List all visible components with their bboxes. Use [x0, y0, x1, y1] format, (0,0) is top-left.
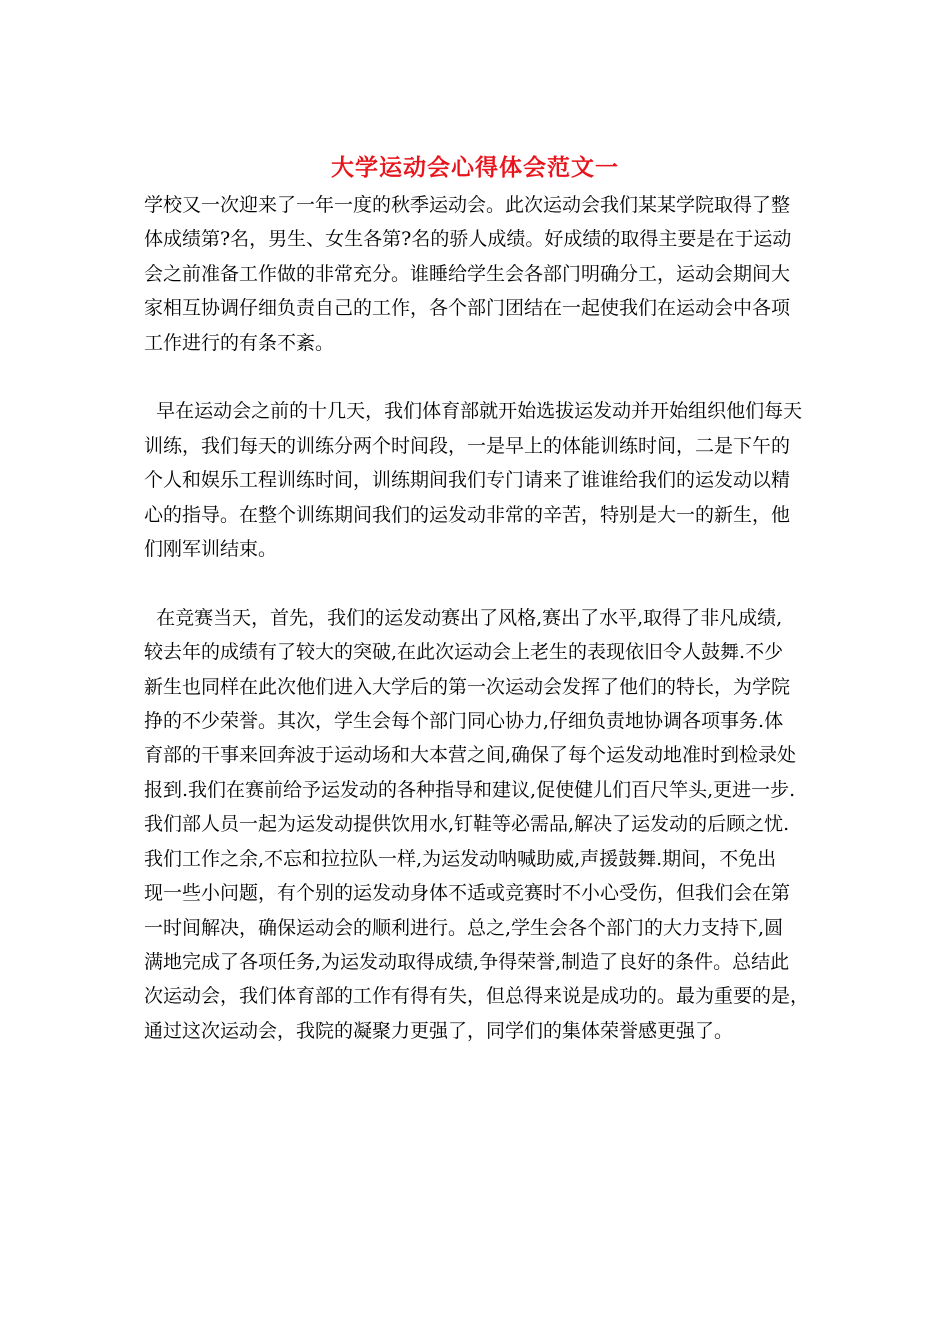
- paragraph-gap: [144, 360, 812, 394]
- paragraph-gap: [144, 566, 812, 600]
- paragraph-1: [144, 188, 812, 360]
- paragraph-line: 在竞赛当天，首先，我们的运发动赛出了风格,赛出了水平,取得了非凡成绩,: [144, 606, 783, 629]
- paragraph-line: 次运动会，我们体育部的工作有得有失，但总得来说是成功的。最为重要的是，: [144, 985, 810, 1008]
- paragraph-line: 新生也同样在此次他们进入大学后的第一次运动会发挥了他们的特长，为学院: [144, 675, 791, 698]
- paragraph-line: 训练，我们每天的训练分两个时间段，一是早上的体能训练时间，二是下午的: [144, 434, 791, 457]
- paragraph-line: 会之前准备工作做的非常充分。谁睡给学生会各部门明确分工，运动会期间大: [144, 262, 791, 285]
- paragraph-line: 通过这次运动会，我院的凝聚力更强了，同学们的集体荣誉感更强了。: [144, 1019, 734, 1042]
- paragraph-3: [144, 601, 812, 1048]
- paragraph-line: 学校又一次迎来了一年一度的秋季运动会。此次运动会我们某某学院取得了整: [144, 194, 791, 216]
- paragraph-line: 我们工作之余,不忘和拉拉队一样,为运发动呐喊助威,声援鼓舞.期间，不免出: [144, 847, 777, 870]
- document-title: 大学运动会心得体会范文一: [331, 154, 619, 181]
- paragraph-2: [144, 394, 812, 566]
- paragraph-line: 心的指导。在整个训练期间我们的运发动非常的辛苦，特别是大一的新生，他: [144, 503, 791, 526]
- paragraph-line: 们刚军训结束。: [144, 538, 278, 561]
- paragraph-line: 我们部人员一起为运发动提供饮用水,钉鞋等必需品,解决了运发动的后顾之忧.: [144, 813, 790, 836]
- paragraph-line: 报到.我们在赛前给予运发动的各种指导和建议,促使健儿们百尺竿头,更进一步.: [144, 778, 796, 801]
- paragraph-line: 较去年的成绩有了较大的突破,在此次运动会上老生的表现依旧令人鼓舞.不少: [144, 641, 784, 664]
- paragraph-line: 个人和娱乐工程训练时间，训练期间我们专门请来了谁谁给我们的运发动以精: [144, 469, 791, 492]
- paragraph-line: 体成绩第?名，男生、女生各第?名的骄人成绩。好成绩的取得主要是在于运动: [144, 228, 792, 251]
- document-body: [144, 188, 812, 1048]
- paragraph-line: 一时间解决，确保运动会的顺利进行。总之,学生会各个部门的大力支持下,圆: [144, 916, 784, 939]
- paragraph-line: 挣的不少荣誉。其次，学生会每个部门同心协力,仔细负责地协调各项事务.体: [144, 710, 784, 733]
- paragraph-line: 现一些小问题，有个别的运发动身体不适或竞赛时不小心受伤，但我们会在第: [144, 882, 791, 905]
- paragraph-line: 育部的干事来回奔波于运动场和大本营之间,确保了每个运发动地准时到检录处: [144, 744, 797, 767]
- paragraph-line: 家相互协调仔细负责自己的工作，各个部门团结在一起使我们在运动会中各项: [144, 297, 791, 320]
- paragraph-line: 满地完成了各项任务,为运发动取得成绩,争得荣誉,制造了良好的条件。总结此: [144, 950, 790, 973]
- paragraph-line: 早在运动会之前的十几天，我们体育部就开始选拔运发动并开始组织他们每天: [144, 400, 803, 423]
- paragraph-line: 工作进行的有条不紊。: [144, 331, 335, 354]
